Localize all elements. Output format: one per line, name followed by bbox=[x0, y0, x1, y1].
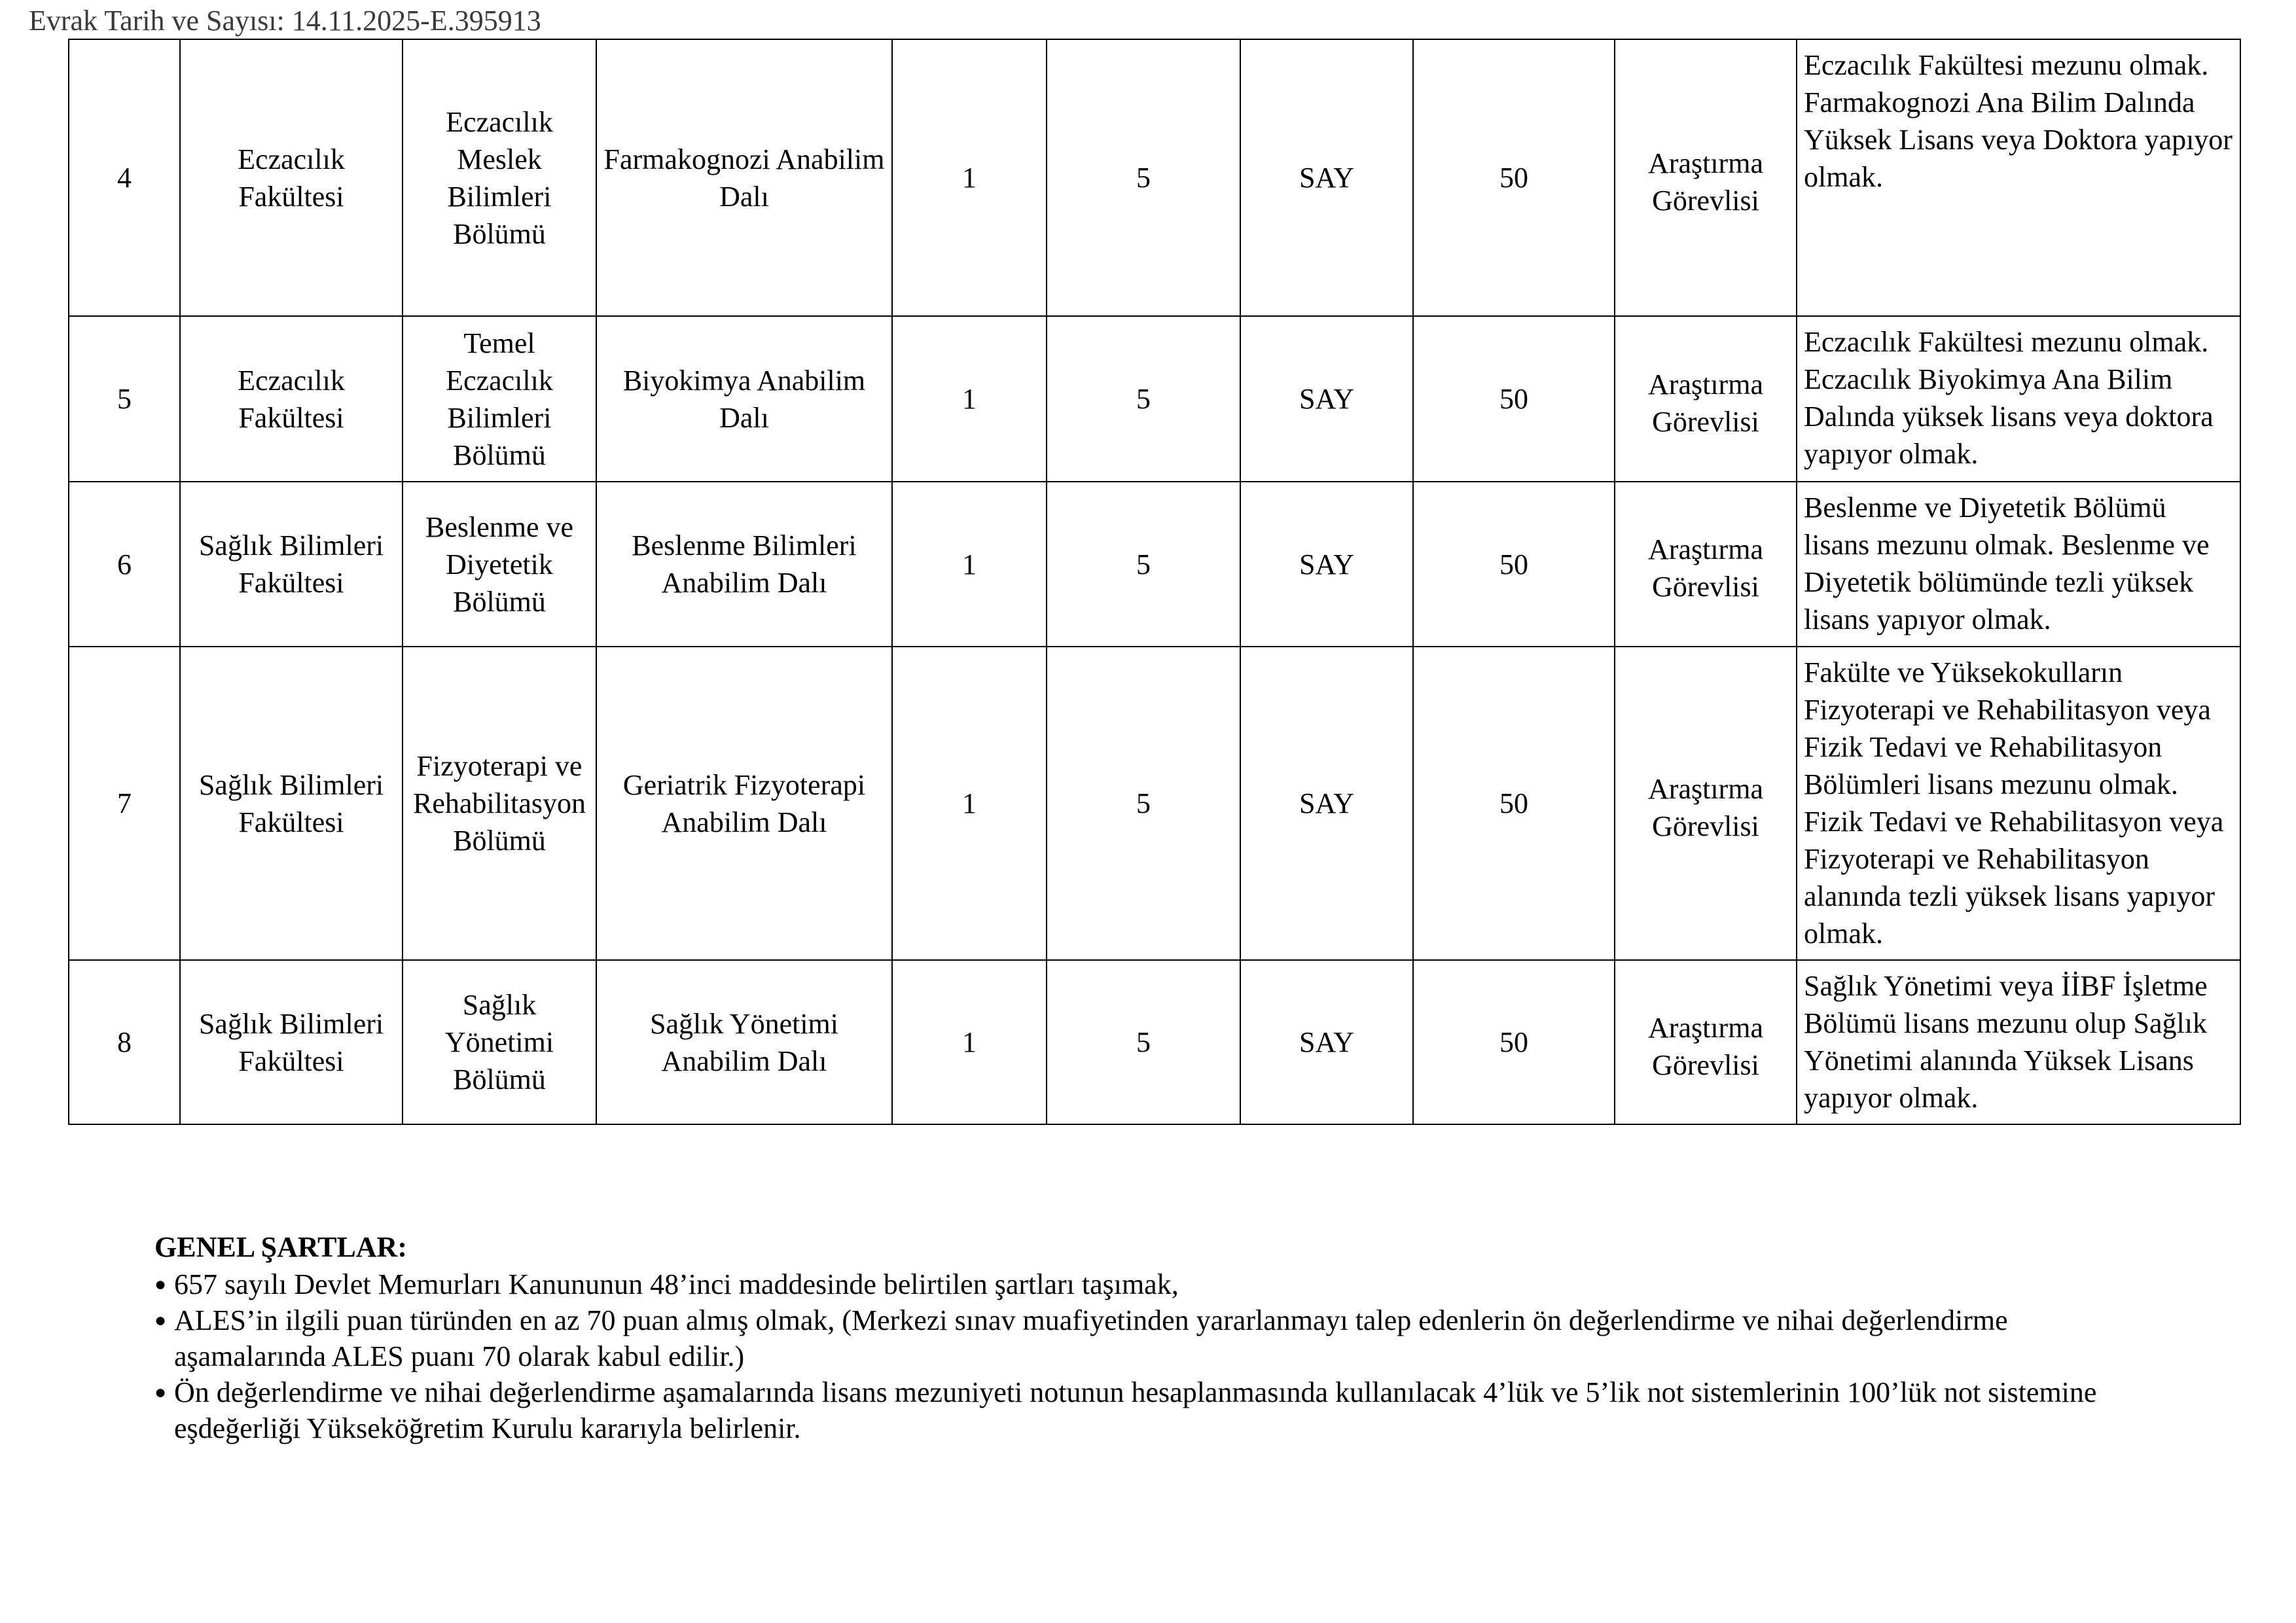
requirements-cell: Sağlık Yönetimi veya İİBF İşletme Bölümü lisans mezunu olup Sağlık Yönetimi alanında Yüksek Lisans yapıyor olmak. bbox=[1797, 960, 2240, 1124]
position-title-cell: Araştırma Görevlisi bbox=[1615, 960, 1797, 1124]
ales-score-cell: 50 bbox=[1413, 960, 1615, 1124]
ales-type-cell: SAY bbox=[1240, 482, 1413, 647]
ales-score-cell: 50 bbox=[1413, 482, 1615, 647]
condition-text: Ön değerlendirme ve nihai değerlendirme aşamalarında lisans mezuniyeti notunun hesaplanmasında kullanılacak 4’lük ve 5’lik not sistemlerinin 100’lük not sistemine eşdeğerliği Yükseköğretim Kurulu kararıyla belirlenir. bbox=[174, 1376, 2097, 1444]
faculty-cell: Eczacılık Fakültesi bbox=[180, 316, 403, 482]
ales-type-cell: SAY bbox=[1240, 316, 1413, 482]
condition-text: 657 sayılı Devlet Memurları Kanununun 48’inci maddesinde belirtilen şartları taşımak, bbox=[174, 1268, 1179, 1300]
ales-type-cell: SAY bbox=[1240, 39, 1413, 316]
faculty-cell: Sağlık Bilimleri Fakültesi bbox=[180, 482, 403, 647]
condition-text: ALES’in ilgili puan türünden en az 70 puan almış olmak, (Merkezi sınav muafiyetinden yararlanmayı talep edenlerin ön değerlendirme ve nihai değerlendirme aşamalarında ALES puanı 70 olarak kabul edilir.) bbox=[174, 1304, 2008, 1372]
department-cell: Sağlık Yönetimi Bölümü bbox=[403, 960, 596, 1124]
department-cell: Eczacılık Meslek Bilimleri Bölümü bbox=[403, 39, 596, 316]
position-count-cell: 1 bbox=[892, 39, 1047, 316]
degree-cell: 5 bbox=[1047, 316, 1240, 482]
table-row bbox=[69, 316, 2240, 482]
table-row bbox=[69, 39, 2240, 316]
division-cell: Biyokimya Anabilim Dalı bbox=[596, 316, 892, 482]
requirements-cell: Beslenme ve Diyetetik Bölümü lisans mezunu olmak. Beslenme ve Diyetetik bölümünde tezli yüksek lisans yapıyor olmak. bbox=[1797, 482, 2240, 647]
row-number: 6 bbox=[69, 482, 180, 647]
faculty-cell: Sağlık Bilimleri Fakültesi bbox=[180, 960, 403, 1124]
ales-type-cell: SAY bbox=[1240, 960, 1413, 1124]
table-row bbox=[69, 647, 2240, 960]
position-count-cell: 1 bbox=[892, 960, 1047, 1124]
degree-cell: 5 bbox=[1047, 647, 1240, 960]
row-number: 7 bbox=[69, 647, 180, 960]
ales-score-cell: 50 bbox=[1413, 316, 1615, 482]
division-cell: Geriatrik Fizyoterapi Anabilim Dalı bbox=[596, 647, 892, 960]
general-conditions-list bbox=[154, 1266, 2144, 1446]
position-title-cell: Araştırma Görevlisi bbox=[1615, 316, 1797, 482]
bullet-icon: ● bbox=[154, 1274, 167, 1295]
row-number: 5 bbox=[69, 316, 180, 482]
degree-cell: 5 bbox=[1047, 960, 1240, 1124]
table-row bbox=[69, 960, 2240, 1124]
degree-cell: 5 bbox=[1047, 482, 1240, 647]
position-count-cell: 1 bbox=[892, 647, 1047, 960]
row-number: 8 bbox=[69, 960, 180, 1124]
department-cell: Fizyoterapi ve Rehabilitasyon Bölümü bbox=[403, 647, 596, 960]
department-cell: Beslenme ve Diyetetik Bölümü bbox=[403, 482, 596, 647]
ales-score-cell: 50 bbox=[1413, 39, 1615, 316]
department-cell: Temel Eczacılık Bilimleri Bölümü bbox=[403, 316, 596, 482]
table-row bbox=[69, 482, 2240, 647]
position-title-cell: Araştırma Görevlisi bbox=[1615, 39, 1797, 316]
ales-score-cell: 50 bbox=[1413, 647, 1615, 960]
general-conditions bbox=[154, 1229, 2144, 1446]
bullet-icon: ● bbox=[154, 1382, 167, 1403]
faculty-cell: Eczacılık Fakültesi bbox=[180, 39, 403, 316]
position-count-cell: 1 bbox=[892, 316, 1047, 482]
bullet-icon: ● bbox=[154, 1310, 167, 1331]
position-count-cell: 1 bbox=[892, 482, 1047, 647]
document-header: Evrak Tarih ve Sayısı: 14.11.2025-E.395913 bbox=[29, 5, 541, 37]
position-title-cell: Araştırma Görevlisi bbox=[1615, 482, 1797, 647]
division-cell: Beslenme Bilimleri Anabilim Dalı bbox=[596, 482, 892, 647]
row-number: 4 bbox=[69, 39, 180, 316]
faculty-cell: Sağlık Bilimleri Fakültesi bbox=[180, 647, 403, 960]
division-cell: Farmakognozi Anabilim Dalı bbox=[596, 39, 892, 316]
general-conditions-title: GENEL ŞARTLAR: bbox=[154, 1231, 407, 1263]
ales-type-cell: SAY bbox=[1240, 647, 1413, 960]
division-cell: Sağlık Yönetimi Anabilim Dalı bbox=[596, 960, 892, 1124]
list-item bbox=[154, 1302, 2144, 1374]
position-title-cell: Araştırma Görevlisi bbox=[1615, 647, 1797, 960]
requirements-cell: Fakülte ve Yüksekokulların Fizyoterapi ve Rehabilitasyon veya Fizik Tedavi ve Rehabilitasyon Bölümleri lisans mezunu olmak. Fizik Tedavi ve Rehabilitasyon veya Fizyoterapi ve Rehabilitasyon alanında tezli yüksek lisans yapıyor olmak. bbox=[1797, 647, 2240, 960]
positions-table bbox=[68, 39, 2241, 1125]
list-item bbox=[154, 1266, 2144, 1302]
list-item bbox=[154, 1374, 2144, 1446]
degree-cell: 5 bbox=[1047, 39, 1240, 316]
requirements-cell: Eczacılık Fakültesi mezunu olmak. Eczacılık Biyokimya Ana Bilim Dalında yüksek lisans veya doktora yapıyor olmak. bbox=[1797, 316, 2240, 482]
positions-table-container bbox=[68, 39, 2240, 1125]
requirements-cell: Eczacılık Fakültesi mezunu olmak. Farmakognozi Ana Bilim Dalında Yüksek Lisans veya Doktora yapıyor olmak. bbox=[1797, 39, 2240, 316]
